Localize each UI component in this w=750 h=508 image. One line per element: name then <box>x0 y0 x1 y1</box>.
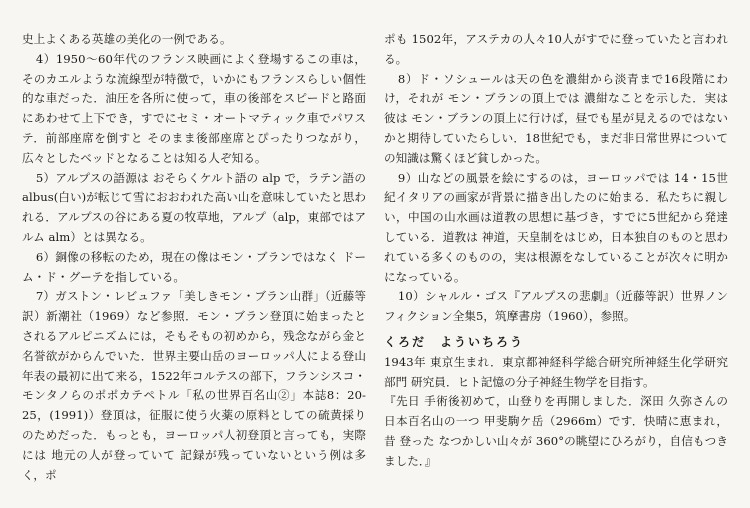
note-6: 6）銅像の移転のため，現在の像はモン・ブランではなく ドーム・ド・グーテを指している。 <box>22 249 366 284</box>
note-7-continuation: ポも 1502年，アステカの人々10人がすでに登っていたと言われる。 <box>384 32 728 66</box>
note-8: 8）ド・ソシュールは天の色を濃紺から淡青まで16段階にわけ，それが モン・ブランの頂上では 濃紺なことを示した．実は 彼は モン・ブランの頂上に行けば，昼でも星が見えるのではないかと期待していたらしい．18世紀でも，まだ非日常世界についての知識は驚くほど貧しかった。 <box>384 71 728 165</box>
left-column <box>22 30 366 508</box>
note-9: 9）山などの風景を絵にするのは，ヨーロッパでは 14・15世紀イタリアの画家が背景に描き出したのに始まる．私たちに親しい，中国の山水画は道教の思想に基づき，すでに5世紀から発達している．道教は 神道，天皇制をはじめ，日本独自のものと思われている多くのものの，実は根源をなしていることが次々に明かになっている。 <box>384 170 728 284</box>
note-5: 5）アルプスの語源は おそらくケルト語の alp で，ラテン語の albus(白い)が転じて雪におおわれた高い山を意味していたと思われる．アルプスの谷にある夏の牧草地，アルプ（alp，東部ではアルム alm）とは異なる。 <box>22 170 366 244</box>
right-column <box>384 30 728 508</box>
note-10: 10）シャルル・ゴス『アルプスの悲劇』（近藤等訳）世界ノンフィクション全集5，筑摩書房（1960），参照。 <box>384 289 728 324</box>
note-3-continuation: 史上よくある英雄の美化の一例である。 <box>22 32 232 46</box>
author-quote: 『先日 手術後初めて，山登りを再開しました．深田 久弥さんの日本百名山の一つ 甲斐駒ケ岳（2966m）です．快晴に恵まれ，昔 登った なつかしい山々が 360°の眺望にひろがり，自信もつきました．』 <box>384 394 728 468</box>
author-name: くろだ よういちろう <box>384 334 525 349</box>
note-4: 4）1950～60年代のフランス映画によく登場するこの車は，そのカエルような流線型が特徴で，いかにもフランスらしい個性的な車だった．油圧を各所に使って，車の後部をスピードと路面にあわせて上下でき，すでにセミ・オートマティック車でパワステ．前部座席を倒すと そのまま後部座席とぴったりつながり，広々としたベッドとなることは知る人ぞ知る。 <box>22 51 366 165</box>
note-7: 7）ガストン・レビュファ「美しきモン・ブラン山群」（近藤等訳）新潮社（1969）など参照．モン・ブラン登頂に始まったとされるアルピニズムには，そもそもの初めから，残念ながら金と名誉欲がからんでいた．世界主要山岳のヨーロッパ人による登山年表の最初に出て来る，1522年コルテスの部下，フランシスコ・モンタノらのポポカテペトル「私の世界百名山②」本誌8：20-25，(1991)）登頂は，征服に使う火薬の原料としての硫黄採りのためだった．もっとも，ヨーロッパ人初登頂と言っても，実際には 地元の人が登っていて 記録が残っていないという例は多く，ポ <box>22 289 366 482</box>
author-bio: 1943年 東京生まれ．東京都神経科学総合研究所神経生化学研究部門 研究員．ヒト記憶の分子神経生物学を目指す。 <box>384 354 728 389</box>
